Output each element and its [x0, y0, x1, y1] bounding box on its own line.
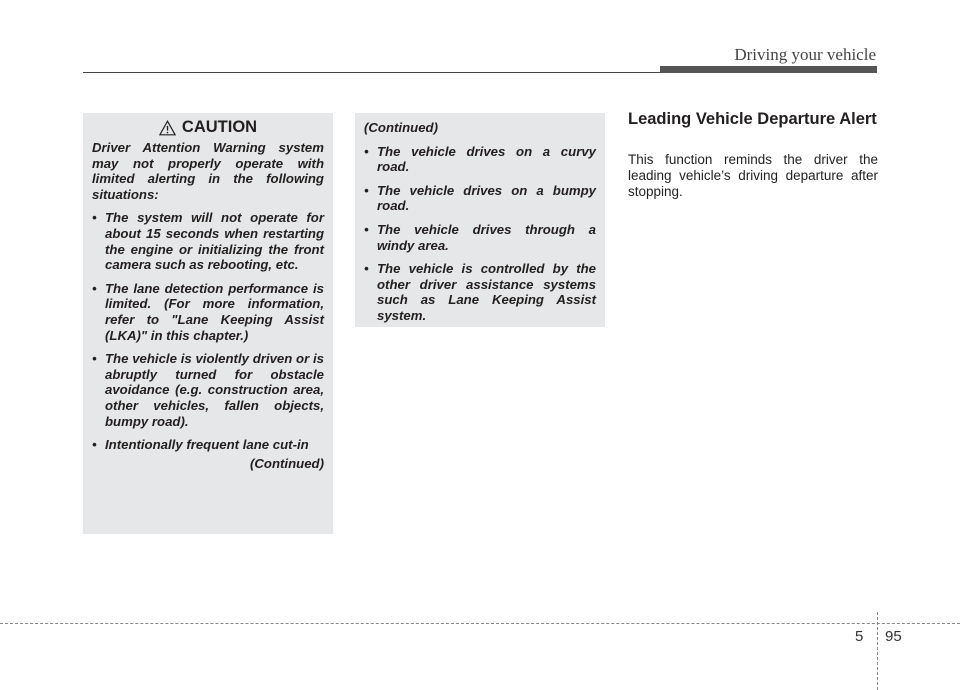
header-rule — [83, 72, 660, 73]
bullet-icon: • — [92, 437, 97, 453]
footer-rule — [0, 623, 960, 624]
caution-bullet-text: The vehicle is violently driven or is abruptly turned for obstacle avoidance (e.g. construction area, other vehicles, fallen objects, bumpy road). — [105, 351, 324, 429]
caution-bullet-text: The system will not operate for about 15 seconds when restarting the engine or initializing the front camera such as rebooting, etc. — [105, 210, 324, 273]
continued-heading: (Continued) — [364, 120, 438, 135]
continued-bullet — [364, 144, 596, 175]
caution-bullet — [92, 210, 324, 272]
section-title: Leading Vehicle Departure Alert — [628, 110, 877, 128]
continued-bullet-text: The vehicle is controlled by the other driver assistance systems such as Lane Keeping Assist system. — [377, 261, 596, 323]
continued-bullet — [364, 183, 596, 214]
bullet-icon: • — [364, 182, 369, 198]
chapter-number: 5 — [855, 628, 864, 645]
caution-panel — [83, 113, 333, 534]
caution-bullet — [92, 351, 324, 429]
warning-triangle-icon — [159, 120, 176, 136]
bullet-icon: • — [364, 221, 369, 237]
bullet-icon: • — [92, 351, 97, 367]
page-number: 95 — [885, 628, 902, 645]
continued-bullet-text: The vehicle drives on a curvy road. — [377, 143, 596, 175]
header-accent-bar — [660, 66, 877, 73]
caution-bullet — [92, 437, 324, 453]
caution-heading — [92, 120, 324, 136]
continued-bullet — [364, 222, 596, 253]
section-body: This function reminds the driver the leading vehicle’s driving departure after stopping. — [628, 152, 878, 199]
caution-bullet-text: Intentionally frequent lane cut-in — [105, 437, 309, 453]
caution-continued: (Continued) — [250, 455, 324, 471]
bullet-icon: • — [364, 143, 369, 159]
bullet-icon: • — [364, 261, 369, 277]
caution-bullet — [92, 281, 324, 343]
continued-panel — [355, 113, 605, 327]
caution-bullet-text: The lane detection performance is limited. (For more information, refer to "Lane Keeping Assist (LKA)" in this chapter.) — [105, 280, 324, 343]
header-title: Driving your vehicle — [734, 45, 876, 64]
bullet-icon: • — [92, 280, 97, 296]
bullet-icon: • — [92, 210, 97, 226]
continued-bullet-text: The vehicle drives through a windy area. — [377, 221, 596, 253]
caution-title: CAUTION — [181, 118, 258, 137]
continued-bullet-text: The vehicle drives on a bumpy road. — [377, 182, 596, 214]
continued-bullet — [364, 261, 596, 323]
caution-intro: Driver Attention Warning system may not properly operate with limited alerting in the following situations: — [92, 140, 324, 202]
footer-divider — [877, 612, 878, 690]
